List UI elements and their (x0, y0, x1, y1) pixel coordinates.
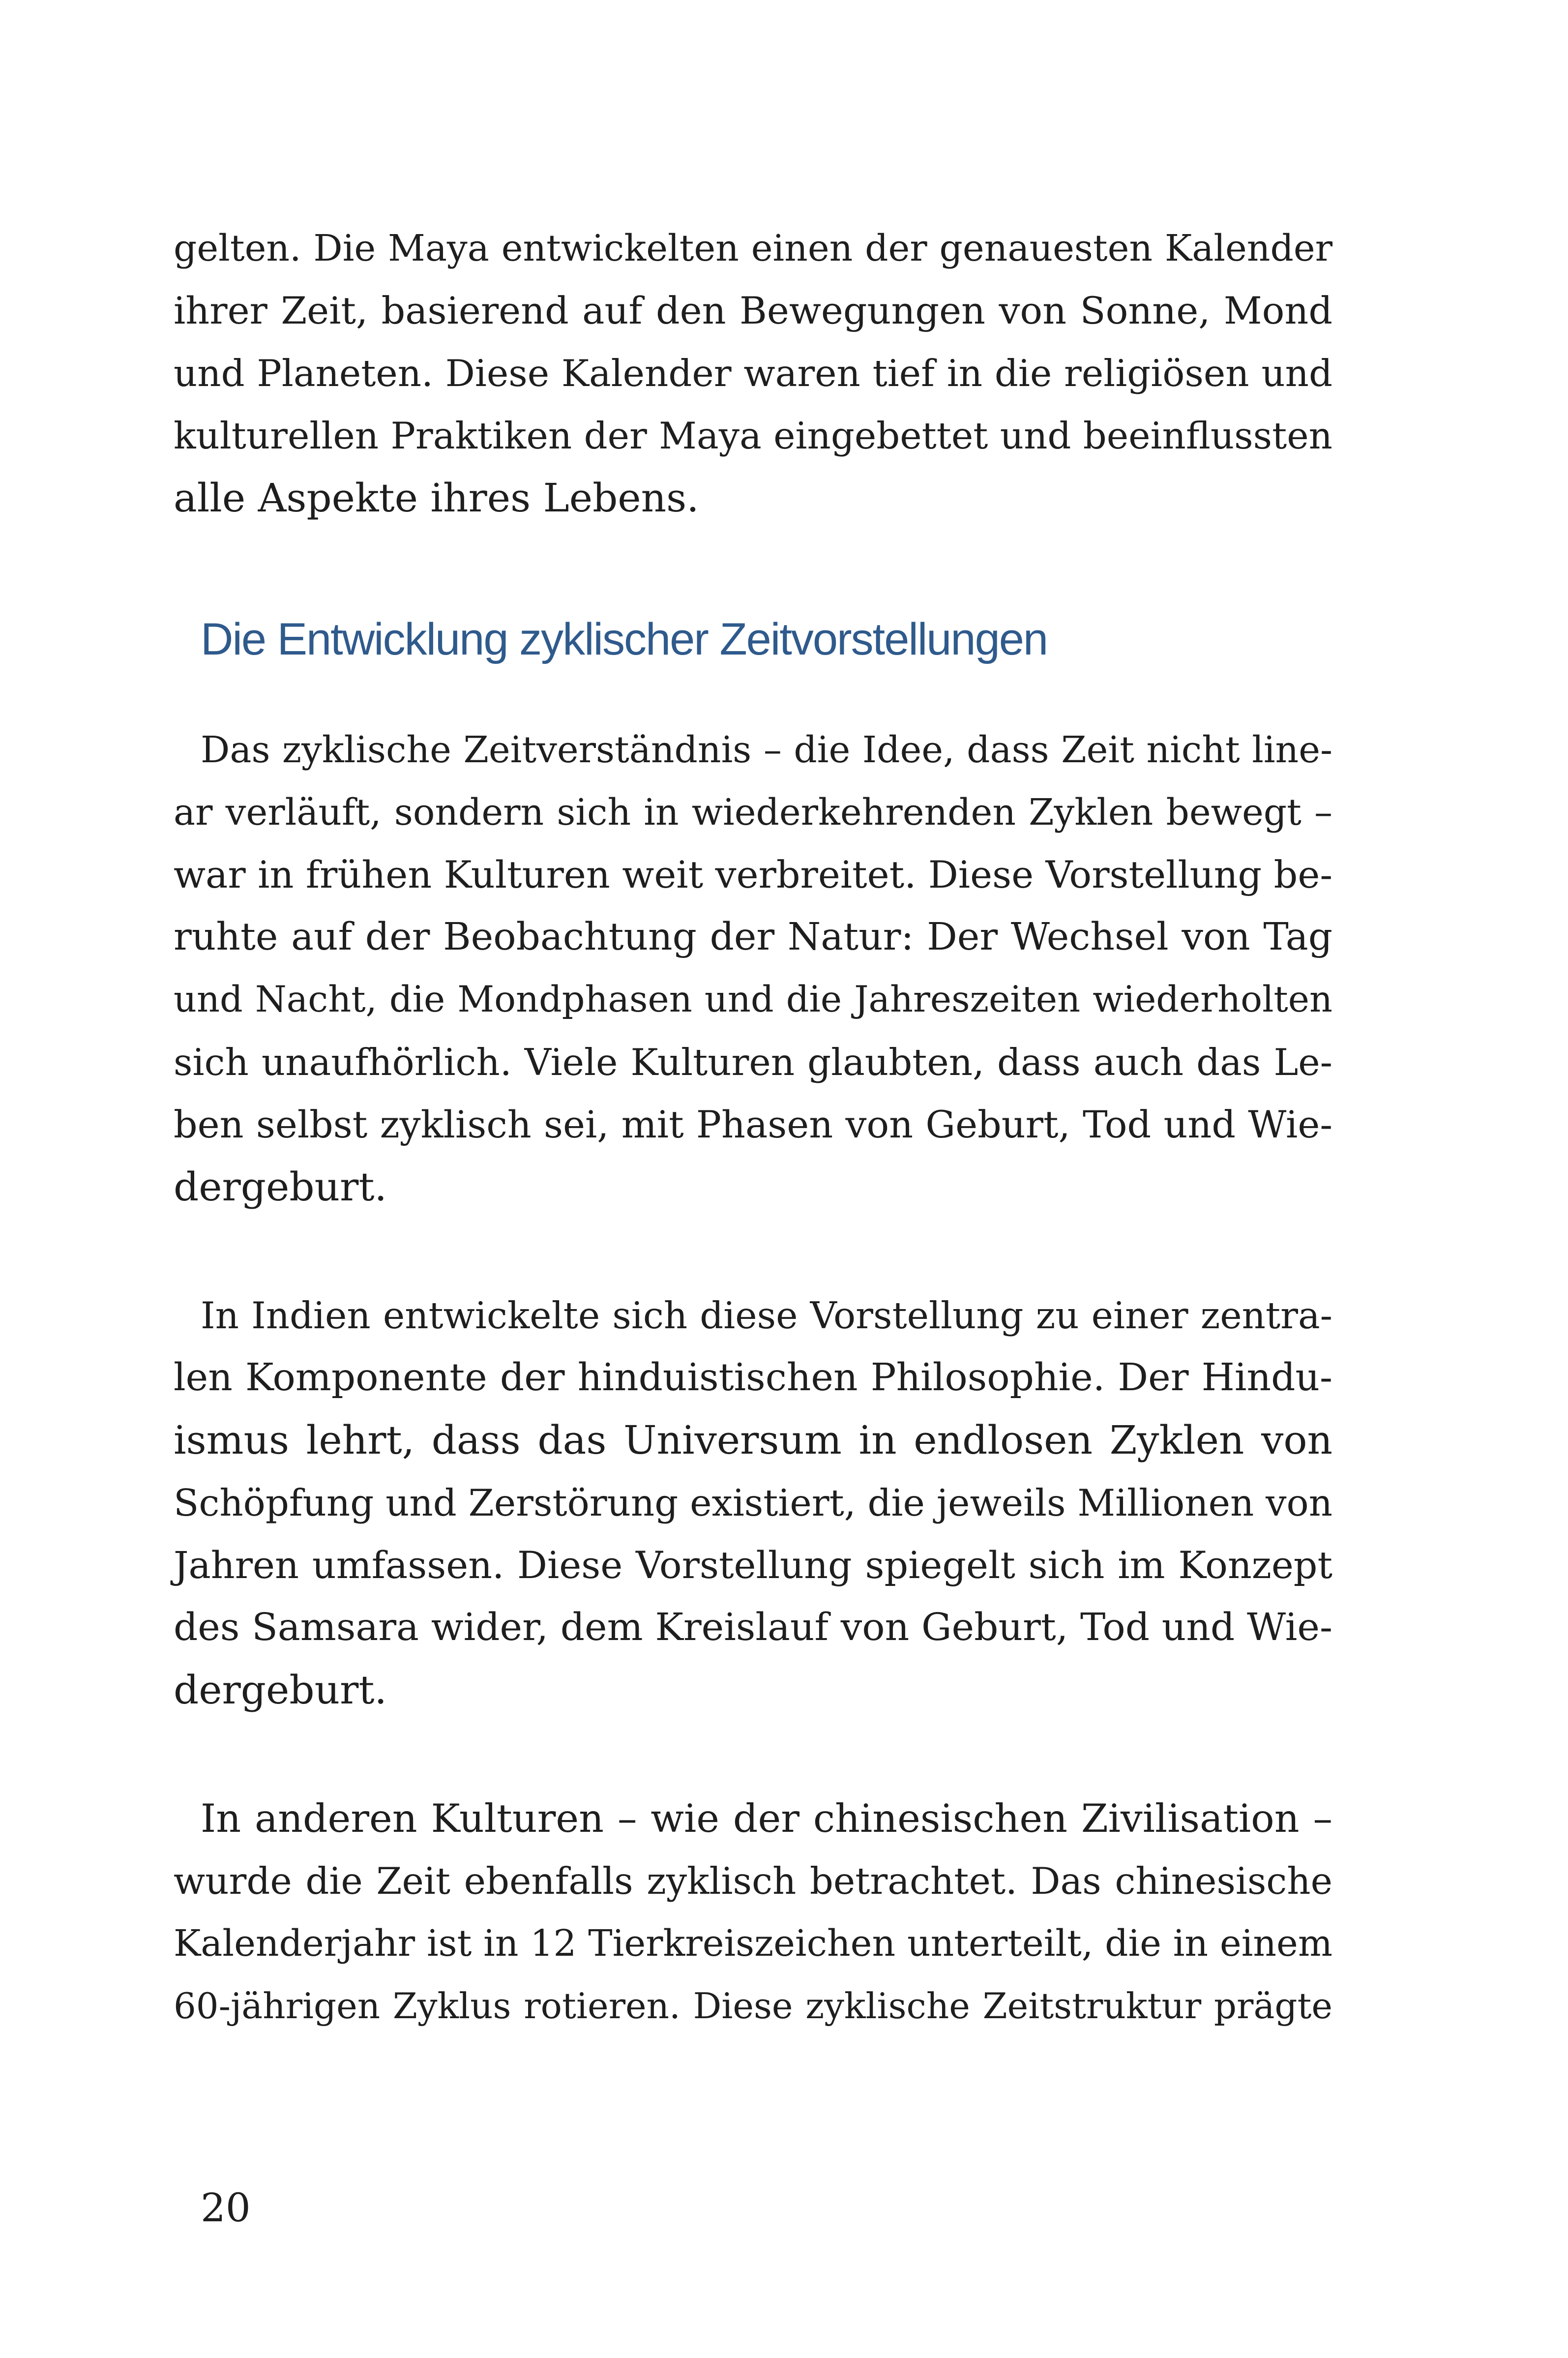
text-line: Das zyklische Zeitverständnis – die Idee, dass Zeit nicht line- (201, 729, 1332, 771)
text-line: ihrer Zeit, basierend auf den Bewegungen von Sonne, Mond (174, 289, 1332, 332)
text-line: des Samsara wider, dem Kreislauf von Geburt, Tod und Wie- (174, 1606, 1332, 1649)
section-heading: Die Entwicklung zyklischer Zeitvorstellungen (201, 614, 1048, 664)
text-line: dergeburt. (174, 1667, 387, 1713)
text-line: ben selbst zyklisch sei, mit Phasen von Geburt, Tod und Wie- (174, 1103, 1332, 1146)
text-line: ar verläuft, sondern sich in wiederkehrenden Zyklen bewegt – (174, 791, 1332, 834)
text-line: alle Aspekte ihres Lebens. (174, 475, 699, 521)
text-line: wurde die Zeit ebenfalls zyklisch betrachtet. Das chinesische (174, 1859, 1332, 1903)
text-line: In Indien entwickelte sich diese Vorstellung zu einer zentra- (201, 1294, 1332, 1337)
text-line: war in frühen Kulturen weit verbreitet. Diese Vorstellung be- (174, 853, 1332, 896)
text-line: Schöpfung und Zerstörung existiert, die jeweils Millionen von (174, 1481, 1332, 1524)
text-line: 60-jährigen Zyklus rotieren. Diese zyklische Zeitstruktur prägte (174, 1985, 1332, 2027)
text-line: ismus lehrt, dass das Universum in endlosen Zyklen von (174, 1417, 1332, 1463)
text-line: und Planeten. Diese Kalender waren tief in die religiösen und (174, 352, 1332, 395)
text-line: gelten. Die Maya entwickelten einen der genauesten Kalender (174, 227, 1332, 269)
text-line: dergeburt. (174, 1164, 387, 1210)
text-line: len Komponente der hinduistischen Philosophie. Der Hindu- (174, 1356, 1332, 1400)
page-number: 20 (201, 2185, 251, 2231)
text-line: Jahren umfassen. Diese Vorstellung spiegelt sich im Konzept (174, 1543, 1332, 1587)
text-line: ruhte auf der Beobachtung der Natur: Der Wechsel von Tag (174, 915, 1332, 959)
text-line: kulturellen Praktiken der Maya eingebettet und beeinflussten (174, 414, 1332, 457)
text-line: Kalenderjahr ist in 12 Tierkreiszeichen unterteilt, die in einem (174, 1922, 1332, 1965)
text-line: sich unaufhörlich. Viele Kulturen glaubten, dass auch das Le- (174, 1041, 1332, 1084)
text-line: und Nacht, die Mondphasen und die Jahreszeiten wiederholten (174, 979, 1332, 1020)
text-line: In anderen Kulturen – wie der chinesischen Zivilisation – (201, 1796, 1332, 1841)
